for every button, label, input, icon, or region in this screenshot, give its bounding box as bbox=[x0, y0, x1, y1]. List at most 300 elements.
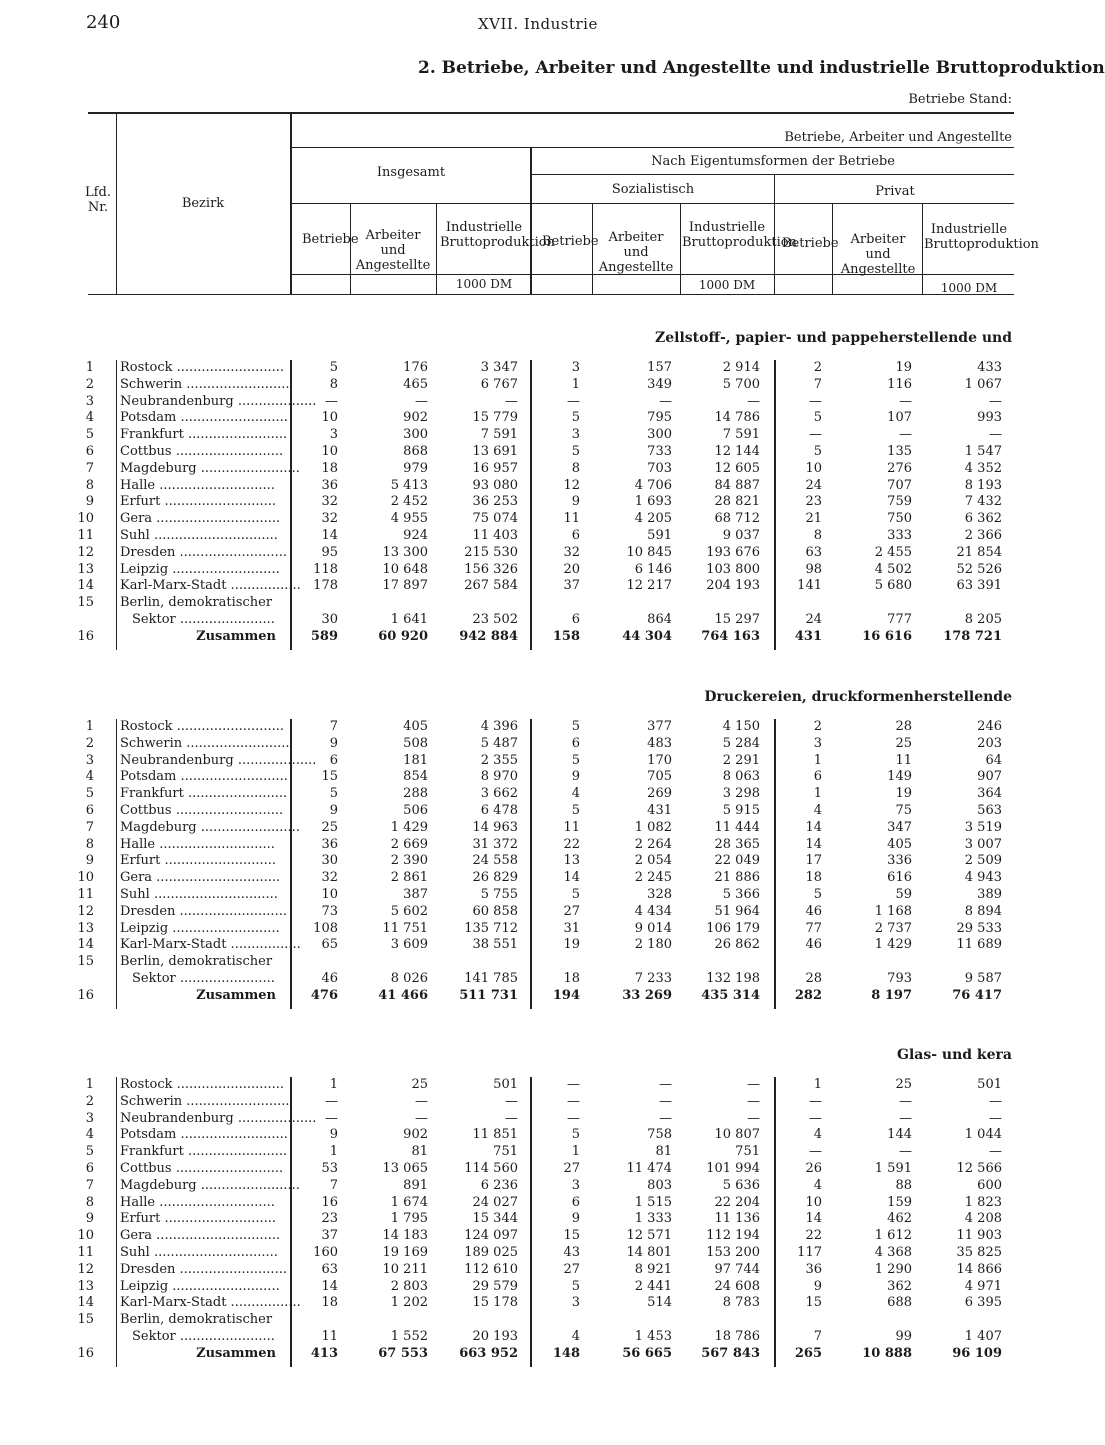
cell-value: 514 bbox=[647, 1295, 672, 1311]
cell-value: 9 bbox=[329, 1127, 338, 1143]
cell-value: 1 674 bbox=[390, 1194, 428, 1210]
cell-value: 336 bbox=[887, 853, 912, 869]
cell-value: 32 bbox=[321, 494, 338, 510]
cell-value: 84 887 bbox=[714, 477, 760, 493]
cell-value: 15 779 bbox=[472, 410, 518, 426]
cell-value: 433 bbox=[977, 360, 1002, 375]
cell-value: 5 413 bbox=[390, 477, 428, 493]
cell-value: 5 bbox=[571, 1278, 580, 1294]
cell-value: 501 bbox=[977, 1077, 1002, 1092]
cell-value: 854 bbox=[403, 769, 428, 785]
row-bezirk: Leipzig .......................... bbox=[120, 920, 280, 936]
row-number: 1 bbox=[85, 719, 94, 734]
table-row bbox=[0, 735, 1024, 752]
header-group-rule bbox=[292, 147, 1014, 148]
row-bezirk: Halle ............................ bbox=[120, 836, 275, 852]
header-produktion-soz: Industrielle Bruttoproduktion bbox=[682, 220, 797, 250]
row-number: 3 bbox=[85, 1110, 94, 1126]
table-row bbox=[0, 594, 1024, 611]
cell-value: 508 bbox=[403, 735, 428, 751]
cell-value: 20 193 bbox=[472, 1329, 518, 1344]
section-column-rule bbox=[530, 1077, 532, 1367]
cell-value: 1 bbox=[329, 1077, 338, 1092]
cell-value: 4 502 bbox=[874, 561, 912, 577]
cell-value: 2 245 bbox=[634, 870, 672, 886]
cell-value: 8 193 bbox=[964, 477, 1002, 493]
cell-value: 103 800 bbox=[706, 561, 760, 577]
cell-value: 1 082 bbox=[634, 819, 672, 835]
cell-value: 9 bbox=[571, 1211, 580, 1227]
cell-value: 276 bbox=[887, 460, 912, 476]
cell-value: — bbox=[415, 1093, 428, 1109]
cell-value: 24 027 bbox=[472, 1194, 518, 1210]
cell-value: 25 bbox=[321, 819, 338, 835]
cell-value: 65 bbox=[321, 937, 338, 953]
cell-value: 59 bbox=[895, 887, 912, 902]
row-number: 16 bbox=[77, 628, 94, 644]
cell-value: 688 bbox=[887, 1295, 912, 1311]
row-bezirk: Gera .............................. bbox=[120, 1228, 281, 1244]
table-row bbox=[0, 718, 1024, 735]
table-row bbox=[0, 1160, 1024, 1177]
row-number: 14 bbox=[77, 578, 94, 594]
cell-value: 26 bbox=[805, 1161, 822, 1176]
cell-value: 4 bbox=[813, 803, 822, 818]
row-number: 9 bbox=[85, 853, 94, 869]
cell-value: 5 680 bbox=[874, 578, 912, 594]
cell-value: 11 903 bbox=[956, 1228, 1002, 1244]
cell-value: 135 bbox=[887, 444, 912, 459]
cell-value: — bbox=[505, 1093, 518, 1109]
row-number: 3 bbox=[85, 393, 94, 409]
cell-value: 387 bbox=[403, 887, 428, 902]
table-row-continuation bbox=[0, 1328, 1024, 1345]
cell-value: 141 bbox=[797, 578, 822, 594]
cell-value: 11 bbox=[563, 819, 580, 835]
cell-value: — bbox=[809, 1144, 822, 1160]
cell-value: 11 474 bbox=[626, 1161, 672, 1176]
cell-value: 4 368 bbox=[874, 1245, 912, 1260]
cell-value: 32 bbox=[321, 511, 338, 527]
row-bezirk: Potsdam .......................... bbox=[120, 410, 288, 426]
row-number: 1 bbox=[85, 360, 94, 375]
cell-value: 46 bbox=[321, 971, 338, 986]
cell-value: 431 bbox=[794, 628, 822, 644]
cell-value: 159 bbox=[887, 1194, 912, 1210]
cell-value: — bbox=[809, 1110, 822, 1126]
row-bezirk: Neubrandenburg ................... bbox=[120, 393, 317, 409]
cell-value: 16 957 bbox=[472, 460, 518, 476]
cell-value: 1 453 bbox=[634, 1329, 672, 1344]
cell-value: 6 395 bbox=[964, 1295, 1002, 1311]
cell-value: — bbox=[899, 1093, 912, 1109]
cell-value: 2 291 bbox=[722, 752, 760, 768]
table-row bbox=[0, 1244, 1024, 1261]
cell-value: — bbox=[989, 1110, 1002, 1126]
cell-value: 3 007 bbox=[964, 836, 1002, 852]
cell-value: 14 bbox=[563, 870, 580, 886]
cell-value: — bbox=[567, 1077, 580, 1092]
cell-value: 19 169 bbox=[382, 1245, 428, 1260]
cell-value: 2 669 bbox=[390, 836, 428, 852]
cell-value: 18 786 bbox=[714, 1329, 760, 1344]
row-bezirk: Berlin, demokratischer bbox=[120, 954, 273, 970]
cell-value: 269 bbox=[647, 786, 672, 802]
row-bezirk: Potsdam .......................... bbox=[120, 769, 288, 785]
cell-value: 435 314 bbox=[701, 987, 760, 1003]
cell-value: 14 bbox=[321, 1278, 338, 1294]
cell-value: 112 194 bbox=[706, 1228, 760, 1244]
table-row bbox=[0, 752, 1024, 769]
header-bezirk: Bezirk bbox=[181, 196, 225, 211]
row-number: 12 bbox=[77, 903, 94, 919]
table-row bbox=[0, 785, 1024, 802]
cell-value: 116 bbox=[887, 376, 912, 392]
header-unit-insg: 1000 DM bbox=[455, 277, 513, 291]
table-row bbox=[0, 869, 1024, 886]
row-number: 3 bbox=[85, 752, 94, 768]
table-row bbox=[0, 460, 1024, 477]
cell-value: 3 bbox=[571, 360, 580, 375]
cell-value: 11 403 bbox=[472, 528, 518, 543]
cell-value: 2 054 bbox=[634, 853, 672, 869]
cell-value: 1 429 bbox=[874, 937, 912, 953]
cell-value: 18 bbox=[321, 1295, 338, 1311]
cell-value: 38 551 bbox=[472, 937, 518, 953]
row-bezirk: Erfurt ........................... bbox=[120, 494, 277, 510]
row-bezirk: Magdeburg ........................ bbox=[120, 460, 300, 476]
cell-value: 20 bbox=[563, 561, 580, 577]
row-number: 15 bbox=[77, 1312, 94, 1328]
cell-value: 5 915 bbox=[722, 803, 760, 818]
cell-value: 6 bbox=[571, 612, 580, 627]
cell-value: 14 801 bbox=[626, 1245, 672, 1260]
cell-value: 5 bbox=[571, 719, 580, 734]
section-title: Druckereien, druckformenherstellende bbox=[704, 689, 1012, 705]
table-row bbox=[0, 1261, 1024, 1278]
cell-value: 1 044 bbox=[964, 1127, 1002, 1143]
cell-value: 135 712 bbox=[464, 920, 518, 936]
cell-value: 246 bbox=[977, 719, 1002, 734]
header-unit-priv: 1000 DM bbox=[940, 281, 998, 295]
row-number: 11 bbox=[77, 887, 94, 902]
cell-value: 46 bbox=[805, 903, 822, 919]
cell-value: 6 bbox=[329, 752, 338, 768]
cell-value: 203 bbox=[977, 735, 1002, 751]
cell-value: 413 bbox=[310, 1345, 338, 1361]
cell-value: 511 731 bbox=[459, 987, 518, 1003]
table-row bbox=[0, 936, 1024, 953]
row-number: 12 bbox=[77, 1261, 94, 1277]
row-bezirk: Karl-Marx-Stadt ................. bbox=[120, 937, 301, 953]
cell-value: 1 795 bbox=[390, 1211, 428, 1227]
header-produktion-insg: Industrielle Bruttoproduktion bbox=[440, 220, 555, 250]
cell-value: 36 bbox=[321, 836, 338, 852]
cell-value: 5 602 bbox=[390, 903, 428, 919]
header-eigentum-rule bbox=[532, 174, 1014, 175]
cell-value: 267 584 bbox=[464, 578, 518, 594]
total-row bbox=[0, 1345, 1024, 1362]
table-row bbox=[0, 443, 1024, 460]
cell-value: 8 921 bbox=[634, 1261, 672, 1277]
cell-value: 101 994 bbox=[706, 1161, 760, 1176]
section-column-rule bbox=[290, 719, 292, 1009]
cell-value: 14 bbox=[805, 819, 822, 835]
cell-value: 27 bbox=[563, 903, 580, 919]
cell-value: 1 641 bbox=[390, 612, 428, 627]
header-vline-2 bbox=[436, 203, 437, 294]
header-betriebe-priv: Betriebe bbox=[782, 236, 839, 251]
cell-value: — bbox=[567, 1110, 580, 1126]
cell-value: 1 290 bbox=[874, 1261, 912, 1277]
table-row bbox=[0, 953, 1024, 970]
row-number: 8 bbox=[85, 1194, 94, 1210]
table-row bbox=[0, 426, 1024, 443]
cell-value: 864 bbox=[647, 612, 672, 627]
cell-value: — bbox=[899, 427, 912, 443]
cell-value: — bbox=[325, 1093, 338, 1109]
cell-value: 4 205 bbox=[634, 511, 672, 527]
cell-value: 112 610 bbox=[464, 1261, 518, 1277]
cell-value: 4 bbox=[813, 1127, 822, 1143]
section-column-rule bbox=[774, 1077, 776, 1367]
cell-value: 68 712 bbox=[714, 511, 760, 527]
cell-value: 18 bbox=[321, 460, 338, 476]
row-bezirk: Zusammen bbox=[196, 628, 276, 644]
cell-value: 2 264 bbox=[634, 836, 672, 852]
cell-value: 98 bbox=[805, 561, 822, 577]
row-bezirk: Neubrandenburg ................... bbox=[120, 752, 317, 768]
header-vline-bezirk bbox=[290, 114, 292, 294]
cell-value: 405 bbox=[887, 836, 912, 852]
section-column-rule bbox=[774, 360, 776, 650]
row-bezirk: Rostock .......................... bbox=[120, 1077, 285, 1092]
cell-value: — bbox=[989, 1093, 1002, 1109]
chapter-title: XVII. Industrie bbox=[478, 15, 598, 33]
cell-value: 14 183 bbox=[382, 1228, 428, 1244]
cell-value: 63 bbox=[805, 544, 822, 560]
section-column-rule bbox=[774, 719, 776, 1009]
cell-value: 4 150 bbox=[722, 719, 760, 734]
cell-value: 178 721 bbox=[943, 628, 1002, 644]
cell-value: 2 861 bbox=[390, 870, 428, 886]
cell-value: 88 bbox=[895, 1177, 912, 1193]
cell-value: 81 bbox=[411, 1144, 428, 1160]
cell-value: 2 803 bbox=[390, 1278, 428, 1294]
row-bezirk: Erfurt ........................... bbox=[120, 1211, 277, 1227]
cell-value: 6 478 bbox=[480, 803, 518, 818]
cell-value: 907 bbox=[977, 769, 1002, 785]
cell-value: 22 204 bbox=[714, 1194, 760, 1210]
cell-value: 15 344 bbox=[472, 1211, 518, 1227]
cell-value: 26 829 bbox=[472, 870, 518, 886]
row-number: 2 bbox=[85, 376, 94, 392]
cell-value: 758 bbox=[647, 1127, 672, 1143]
cell-value: 9 014 bbox=[634, 920, 672, 936]
row-bezirk: Karl-Marx-Stadt ................. bbox=[120, 578, 301, 594]
cell-value: 891 bbox=[403, 1177, 428, 1193]
total-row bbox=[0, 628, 1024, 645]
cell-value: 108 bbox=[313, 920, 338, 936]
row-bezirk-continuation: Sektor ....................... bbox=[132, 1329, 275, 1344]
row-bezirk-continuation: Sektor ....................... bbox=[132, 971, 275, 986]
cell-value: 27 bbox=[563, 1161, 580, 1176]
cell-value: 1 168 bbox=[874, 903, 912, 919]
section-title: Zellstoff-, papier- und pappeherstellende und bbox=[655, 330, 1012, 346]
cell-value: 9 bbox=[329, 803, 338, 818]
row-number: 5 bbox=[85, 427, 94, 443]
row-bezirk: Schwerin ......................... bbox=[120, 1093, 290, 1109]
table-row bbox=[0, 393, 1024, 410]
cell-value: 14 bbox=[321, 528, 338, 543]
section-column-rule bbox=[116, 719, 117, 1009]
cell-value: 18 bbox=[563, 971, 580, 986]
cell-value: — bbox=[567, 1093, 580, 1109]
cell-value: 3 609 bbox=[390, 937, 428, 953]
row-number: 4 bbox=[85, 410, 94, 426]
cell-value: 15 bbox=[805, 1295, 822, 1311]
cell-value: 347 bbox=[887, 819, 912, 835]
cell-value: 19 bbox=[895, 360, 912, 375]
cell-value: 95 bbox=[321, 544, 338, 560]
row-bezirk: Rostock .......................... bbox=[120, 360, 285, 375]
header-unit-soz: 1000 DM bbox=[698, 278, 756, 292]
row-number: 2 bbox=[85, 735, 94, 751]
section-column-rule bbox=[530, 360, 532, 650]
header-arbeiter-priv: Arbeiter und Angestellte bbox=[840, 232, 916, 277]
cell-value: 51 964 bbox=[714, 903, 760, 919]
cell-value: 7 bbox=[329, 719, 338, 734]
cell-value: 5 700 bbox=[722, 376, 760, 392]
cell-value: 1 591 bbox=[874, 1161, 912, 1176]
cell-value: 43 bbox=[563, 1245, 580, 1260]
row-number: 5 bbox=[85, 786, 94, 802]
row-number: 11 bbox=[77, 528, 94, 543]
row-bezirk: Cottbus .......................... bbox=[120, 1161, 284, 1176]
cell-value: 2 455 bbox=[874, 544, 912, 560]
cell-value: 1 bbox=[571, 1144, 580, 1160]
cell-value: 10 bbox=[321, 887, 338, 902]
cell-value: 106 179 bbox=[706, 920, 760, 936]
cell-value: 8 063 bbox=[722, 769, 760, 785]
cell-value: 2 390 bbox=[390, 853, 428, 869]
cell-value: 462 bbox=[887, 1211, 912, 1227]
cell-value: 3 298 bbox=[722, 786, 760, 802]
cell-value: 793 bbox=[887, 971, 912, 986]
cell-value: — bbox=[747, 393, 760, 409]
cell-value: — bbox=[899, 1144, 912, 1160]
cell-value: 10 648 bbox=[382, 561, 428, 577]
cell-value: 181 bbox=[403, 752, 428, 768]
row-bezirk: Frankfurt ........................ bbox=[120, 1144, 288, 1160]
cell-value: 5 755 bbox=[480, 887, 518, 902]
row-number: 16 bbox=[77, 1345, 94, 1361]
row-bezirk: Berlin, demokratischer bbox=[120, 1312, 273, 1328]
cell-value: 64 bbox=[985, 752, 1002, 768]
row-number: 14 bbox=[77, 937, 94, 953]
row-number: 10 bbox=[77, 870, 94, 886]
cell-value: 19 bbox=[895, 786, 912, 802]
cell-value: 18 bbox=[805, 870, 822, 886]
header-vline-3 bbox=[530, 147, 532, 294]
cell-value: 13 691 bbox=[472, 444, 518, 459]
cell-value: 10 845 bbox=[626, 544, 672, 560]
cell-value: 17 897 bbox=[382, 578, 428, 594]
cell-value: 52 526 bbox=[956, 561, 1002, 577]
cell-value: 5 366 bbox=[722, 887, 760, 902]
cell-value: 10 bbox=[321, 410, 338, 426]
cell-value: 6 767 bbox=[480, 376, 518, 392]
cell-value: 170 bbox=[647, 752, 672, 768]
cell-value: 28 821 bbox=[714, 494, 760, 510]
cell-value: 2 914 bbox=[722, 360, 760, 375]
cell-value: 12 566 bbox=[956, 1161, 1002, 1176]
cell-value: 77 bbox=[805, 920, 822, 936]
cell-value: — bbox=[989, 1144, 1002, 1160]
table-row bbox=[0, 477, 1024, 494]
cell-value: 2 441 bbox=[634, 1278, 672, 1294]
row-bezirk: Zusammen bbox=[196, 1345, 276, 1361]
cell-value: 76 417 bbox=[952, 987, 1002, 1003]
header-privat: Privat bbox=[875, 184, 915, 199]
row-number: 8 bbox=[85, 836, 94, 852]
cell-value: 8 bbox=[329, 376, 338, 392]
cell-value: 21 886 bbox=[714, 870, 760, 886]
cell-value: — bbox=[505, 1110, 518, 1126]
section-column-rule bbox=[290, 1077, 292, 1367]
cell-value: — bbox=[989, 393, 1002, 409]
cell-value: 60 920 bbox=[378, 628, 428, 644]
cell-value: 204 193 bbox=[706, 578, 760, 594]
cell-value: 25 bbox=[895, 735, 912, 751]
cell-value: 4 955 bbox=[390, 511, 428, 527]
header-lfd-nr: Lfd. Nr. bbox=[85, 185, 111, 215]
table-row bbox=[0, 1278, 1024, 1295]
row-bezirk: Berlin, demokratischer bbox=[120, 595, 273, 611]
cell-value: 13 bbox=[563, 853, 580, 869]
cell-value: 60 858 bbox=[472, 903, 518, 919]
cell-value: 6 bbox=[813, 769, 822, 785]
cell-value: 2 bbox=[813, 360, 822, 375]
row-number: 12 bbox=[77, 544, 94, 560]
table-row bbox=[0, 561, 1024, 578]
row-bezirk: Halle ............................ bbox=[120, 1194, 275, 1210]
cell-value: — bbox=[899, 393, 912, 409]
row-bezirk: Frankfurt ........................ bbox=[120, 786, 288, 802]
cell-value: 3 bbox=[813, 735, 822, 751]
cell-value: 11 bbox=[895, 752, 912, 768]
cell-value: — bbox=[989, 427, 1002, 443]
cell-value: 1 547 bbox=[964, 444, 1002, 459]
cell-value: 63 bbox=[321, 1261, 338, 1277]
cell-value: 328 bbox=[647, 887, 672, 902]
cell-value: 31 bbox=[563, 920, 580, 936]
cell-value: 149 bbox=[887, 769, 912, 785]
cell-value: 4 943 bbox=[964, 870, 1002, 886]
cell-value: — bbox=[415, 1110, 428, 1126]
cell-value: 17 bbox=[805, 853, 822, 869]
row-bezirk: Gera .............................. bbox=[120, 511, 281, 527]
cell-value: 2 180 bbox=[634, 937, 672, 953]
cell-value: 591 bbox=[647, 528, 672, 543]
table-row bbox=[0, 1311, 1024, 1328]
cell-value: 5 bbox=[571, 752, 580, 768]
cell-value: 1 333 bbox=[634, 1211, 672, 1227]
row-number: 7 bbox=[85, 1177, 94, 1193]
cell-value: 8 894 bbox=[964, 903, 1002, 919]
table-row bbox=[0, 1076, 1024, 1093]
cell-value: 32 bbox=[321, 870, 338, 886]
